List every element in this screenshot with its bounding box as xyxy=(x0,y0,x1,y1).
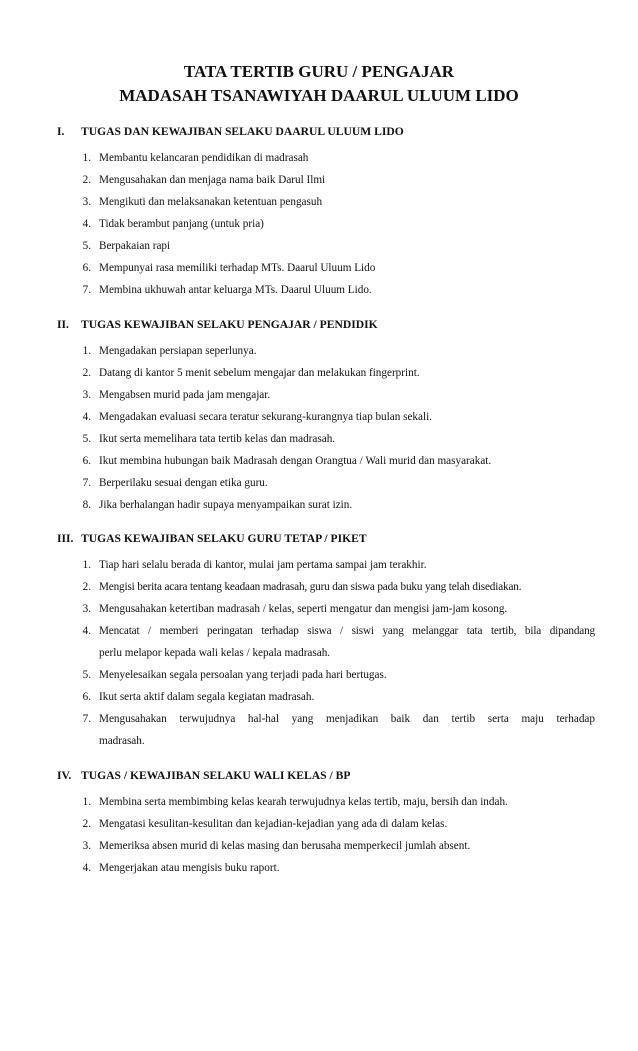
item-number: 4. xyxy=(82,218,91,230)
section-number: I. xyxy=(57,125,65,138)
section-heading xyxy=(57,318,597,332)
list-item xyxy=(57,813,597,835)
item-number: 7. xyxy=(82,713,91,725)
item-number: 1. xyxy=(82,345,91,357)
list-item xyxy=(57,340,597,362)
item-text-line-2: madrasah. xyxy=(99,735,145,747)
section-item-list xyxy=(57,340,597,516)
item-text: Menyelesaikan segala persoalan yang terjadi pada hari bertugas. xyxy=(99,669,387,681)
item-number: 3. xyxy=(82,389,91,401)
item-number: 5. xyxy=(82,669,91,681)
section-heading xyxy=(57,532,597,546)
section-4 xyxy=(57,769,597,879)
item-text: Mengusahakan dan menjaga nama baik Darul Ilmi xyxy=(99,174,326,186)
list-item xyxy=(57,191,597,213)
section-heading xyxy=(57,125,597,139)
item-text-line-1: Mencatat / memberi peringatan terhadap siswa / siswi yang melanggar tata tertib, bila dipandang xyxy=(99,625,595,637)
item-text: Mempunyai rasa memiliki terhadap MTs. Daarul Uluum Lido xyxy=(99,262,376,274)
item-text xyxy=(99,708,597,752)
item-number: 6. xyxy=(82,455,91,467)
item-text xyxy=(99,620,597,664)
section-heading xyxy=(57,769,597,783)
item-text: Mengabsen murid pada jam mengajar. xyxy=(99,389,271,401)
section-2 xyxy=(57,318,597,516)
section-3 xyxy=(57,532,597,752)
section-title: TUGAS DAN KEWAJIBAN SELAKU DAARUL ULUUM LIDO xyxy=(81,125,404,138)
list-item xyxy=(57,835,597,857)
section-title: TUGAS KEWAJIBAN SELAKU PENGAJAR / PENDIDIK xyxy=(81,318,378,331)
list-item xyxy=(57,406,597,428)
list-item xyxy=(57,554,597,576)
list-item xyxy=(57,664,597,686)
section-1 xyxy=(57,125,597,301)
item-text: Mengadakan persiapan seperlunya. xyxy=(99,345,257,357)
item-number: 2. xyxy=(82,174,91,186)
list-item xyxy=(57,472,597,494)
document-title-line-2: MADASAH TSANAWIYAH DAARUL ULUUM LIDO xyxy=(119,86,519,105)
section-item-list xyxy=(57,791,597,879)
item-number: 6. xyxy=(82,691,91,703)
item-number: 1. xyxy=(82,796,91,808)
item-text: Jika berhalangan hadir supaya menyampaikan surat izin. xyxy=(99,499,353,511)
list-item xyxy=(57,576,597,598)
list-item xyxy=(57,686,597,708)
list-item xyxy=(57,213,597,235)
item-number: 1. xyxy=(82,559,91,571)
item-number: 2. xyxy=(82,367,91,379)
section-number: IV. xyxy=(57,769,72,782)
list-item xyxy=(57,257,597,279)
list-item xyxy=(57,494,597,516)
list-item xyxy=(57,857,597,879)
item-number: 4. xyxy=(82,411,91,423)
item-text-line-1: Mengusahakan terwujudnya hal-hal yang menjadikan baik dan tertib serta maju terhadap xyxy=(99,713,595,725)
item-text: Ikut serta memelihara tata tertib kelas dan madrasah. xyxy=(99,433,336,445)
section-title: TUGAS / KEWAJIBAN SELAKU WALI KELAS / BP xyxy=(81,769,351,782)
item-number: 3. xyxy=(82,840,91,852)
item-text: Tidak berambut panjang (untuk pria) xyxy=(99,218,264,230)
item-text: Mengadakan evaluasi secara teratur sekurang-kurangnya tiap bulan sekali. xyxy=(99,411,432,423)
item-number: 3. xyxy=(82,603,91,615)
item-text: Mengikuti dan melaksanakan ketentuan pengasuh xyxy=(99,196,323,208)
item-number: 1. xyxy=(82,152,91,164)
list-item xyxy=(57,428,597,450)
item-text: Mengisi berita acara tentang keadaan madrasah, guru dan siswa pada buku yang telah disediakan. xyxy=(99,581,522,593)
section-item-list xyxy=(57,554,597,752)
item-number: 7. xyxy=(82,284,91,296)
item-number: 5. xyxy=(82,433,91,445)
item-number: 6. xyxy=(82,262,91,274)
item-number: 7. xyxy=(82,477,91,489)
section-title: TUGAS KEWAJIBAN SELAKU GURU TETAP / PIKET xyxy=(81,532,367,545)
item-text: Ikut membina hubungan baik Madrasah dengan Orangtua / Wali murid dan masyarakat. xyxy=(99,455,492,467)
list-item xyxy=(57,169,597,191)
list-item xyxy=(57,384,597,406)
item-text: Membina serta membimbing kelas kearah terwujudnya kelas tertib, maju, bersih dan indah. xyxy=(99,796,508,808)
item-text: Membantu kelancaran pendidikan di madrasah xyxy=(99,152,309,164)
list-item xyxy=(57,598,597,620)
list-item xyxy=(57,362,597,384)
item-text: Mengusahakan ketertiban madrasah / kelas, seperti mengatur dan mengisi jam-jam kosong. xyxy=(99,603,508,615)
item-text: Mengatasi kesulitan-kesulitan dan kejadian-kejadian yang ada di dalam kelas. xyxy=(99,818,448,830)
item-number: 4. xyxy=(82,862,91,874)
item-number: 8. xyxy=(82,499,91,511)
section-number: III. xyxy=(57,532,74,545)
item-text: Berperilaku sesuai dengan etika guru. xyxy=(99,477,268,489)
item-number: 5. xyxy=(82,240,91,252)
list-item xyxy=(57,791,597,813)
item-text: Datang di kantor 5 menit sebelum mengajar dan melakukan fingerprint. xyxy=(99,367,420,379)
list-item xyxy=(57,620,597,664)
item-text-line-2: perlu melapor kepada wali kelas / kepala madrasah. xyxy=(99,647,331,659)
section-number: II. xyxy=(57,318,69,331)
list-item xyxy=(57,235,597,257)
item-text: Berpakaian rapi xyxy=(99,240,171,252)
item-number: 2. xyxy=(82,818,91,830)
item-text: Mengerjakan atau mengisis buku raport. xyxy=(99,862,280,874)
list-item xyxy=(57,708,597,752)
list-item xyxy=(57,147,597,169)
item-text: Tiap hari selalu berada di kantor, mulai jam pertama sampai jam terakhir. xyxy=(99,559,427,571)
item-number: 4. xyxy=(82,625,91,637)
item-text: Ikut serta aktif dalam segala kegiatan madrasah. xyxy=(99,691,315,703)
item-text: Memeriksa absen murid di kelas masing dan berusaha memperkecil jumlah absent. xyxy=(99,840,471,852)
item-number: 2. xyxy=(82,581,91,593)
section-item-list xyxy=(57,147,597,301)
list-item xyxy=(57,279,597,301)
item-text: Membina ukhuwah antar keluarga MTs. Daarul Uluum Lido. xyxy=(99,284,372,296)
document-title-line-1: TATA TERTIB GURU / PENGAJAR xyxy=(183,62,455,81)
list-item xyxy=(57,450,597,472)
item-number: 3. xyxy=(82,196,91,208)
